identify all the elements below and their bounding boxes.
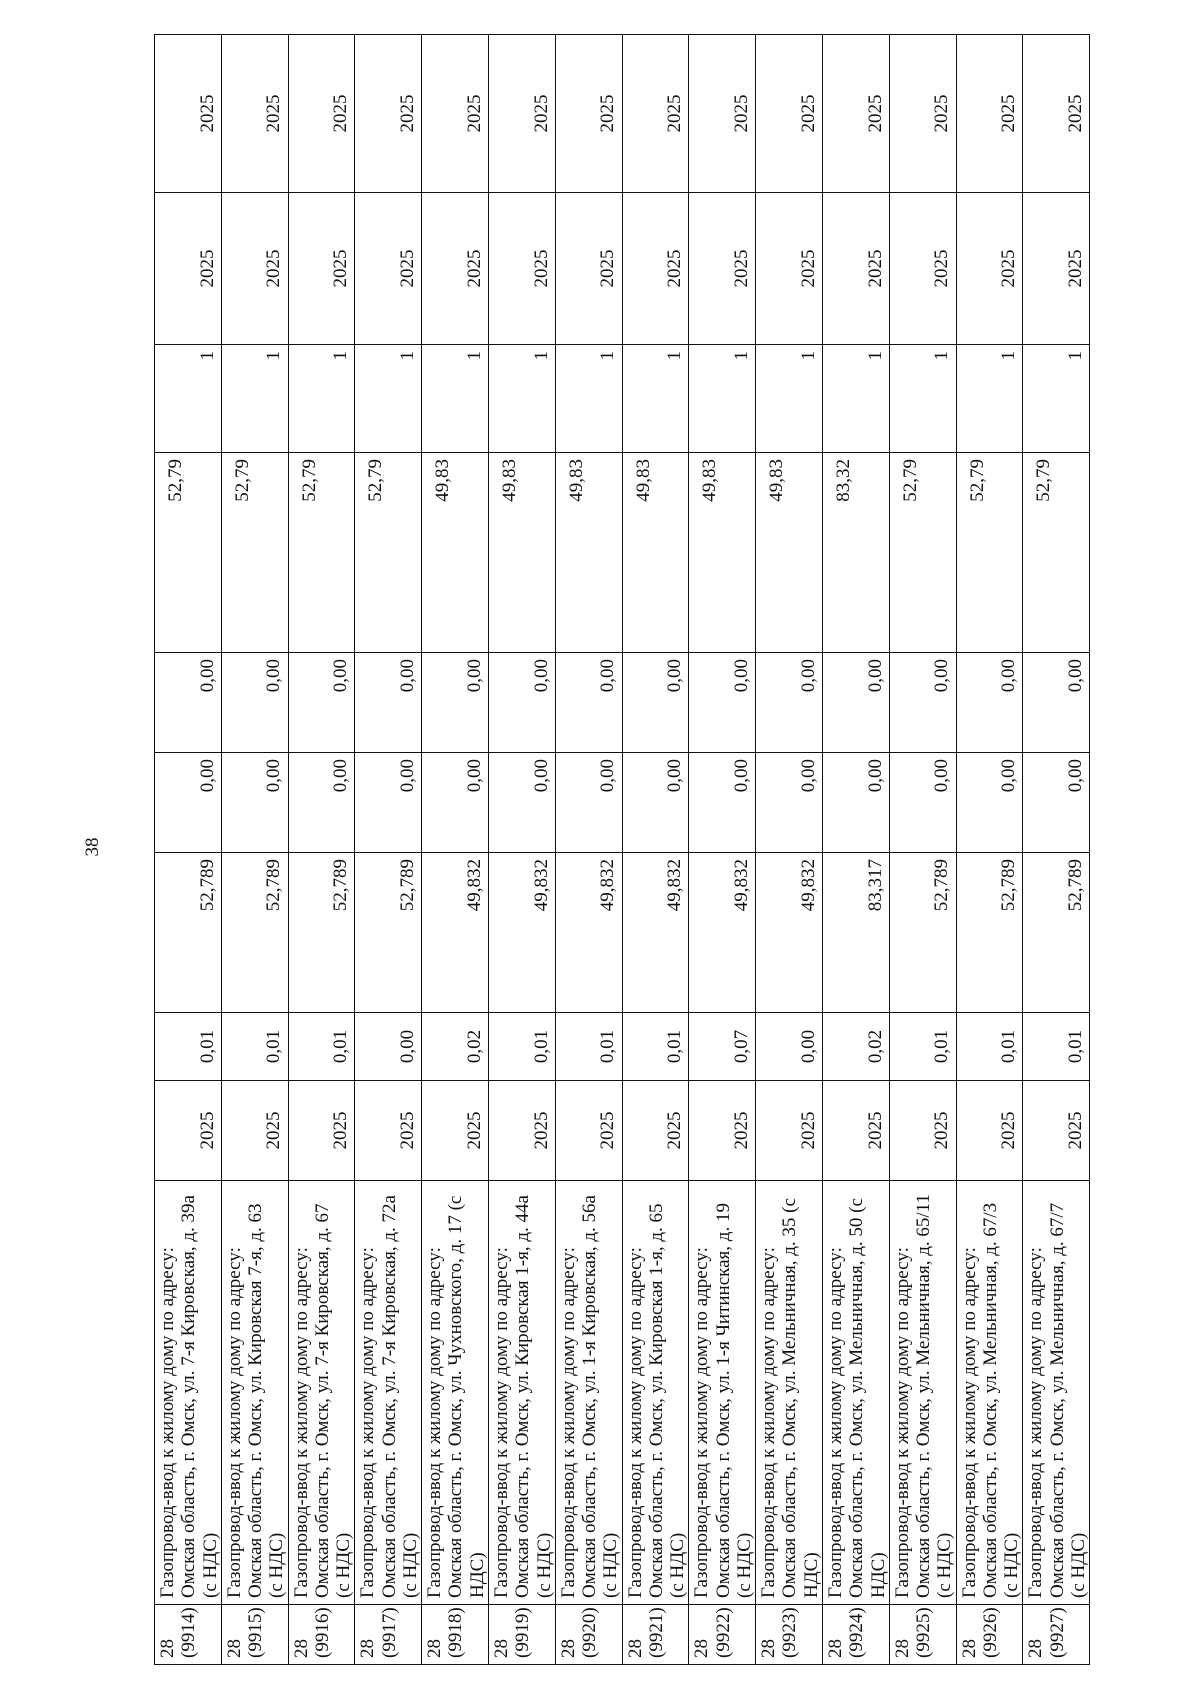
year-3: 2025 [756, 35, 823, 193]
value-2: 49,832 [622, 853, 689, 1013]
quantity: 1 [622, 345, 689, 453]
quantity: 1 [956, 345, 1023, 453]
value-2: 52,789 [155, 853, 222, 1013]
year-2: 2025 [689, 193, 756, 345]
object-name: Газопровод-ввод к жилому дому по адресу: Омская область, г. Омск, ул. 1-я Читинская, д. 19 (с НДС) [689, 1181, 756, 1605]
object-name: Газопровод-ввод к жилому дому по адресу: Омская область, г. Омск, ул. Чухновского, д. 17 (с НДС) [422, 1181, 489, 1605]
quantity: 1 [889, 345, 956, 453]
year-2: 2025 [488, 193, 555, 345]
row-id: 28 (9922) [689, 1605, 756, 1665]
value-4: 0,00 [689, 653, 756, 753]
value-3: 0,00 [221, 753, 288, 853]
value-3: 0,00 [422, 753, 489, 853]
quantity: 1 [822, 345, 889, 453]
year-2: 2025 [288, 193, 355, 345]
year-start: 2025 [889, 1081, 956, 1181]
year-start: 2025 [488, 1081, 555, 1181]
table-row [889, 35, 956, 1665]
object-name: Газопровод-ввод к жилому дому по адресу: Омская область, г. Омск, ул. Мельничная, д. 50 (с НДС) [822, 1181, 889, 1605]
value-4: 0,00 [488, 653, 555, 753]
data-table [154, 34, 1090, 1665]
object-name: Газопровод-ввод к жилому дому по адресу: Омская область, г. Омск, ул. 7-я Кировская, д. 72а (с НДС) [355, 1181, 422, 1605]
value-2: 52,789 [355, 853, 422, 1013]
page-number: 38 [82, 837, 103, 857]
table-row [488, 35, 555, 1665]
table-row [288, 35, 355, 1665]
year-2: 2025 [555, 193, 622, 345]
year-3: 2025 [288, 35, 355, 193]
row-id: 28 (9916) [288, 1605, 355, 1665]
year-3: 2025 [555, 35, 622, 193]
row-id: 28 (9919) [488, 1605, 555, 1665]
year-start: 2025 [555, 1081, 622, 1181]
year-start: 2025 [355, 1081, 422, 1181]
value-3: 0,00 [1023, 753, 1090, 853]
table-row [689, 35, 756, 1665]
value-2: 52,789 [288, 853, 355, 1013]
value-5: 52,79 [1023, 453, 1090, 653]
value-1: 0,01 [956, 1013, 1023, 1081]
quantity: 1 [555, 345, 622, 453]
quantity: 1 [1023, 345, 1090, 453]
object-name: Газопровод-ввод к жилому дому по адресу: Омская область, г. Омск, ул. 7-я Кировская, д. 67 (с НДС) [288, 1181, 355, 1605]
value-3: 0,00 [689, 753, 756, 853]
value-4: 0,00 [889, 653, 956, 753]
year-start: 2025 [622, 1081, 689, 1181]
object-name: Газопровод-ввод к жилому дому по адресу: Омская область, г. Омск, ул. Мельничная, д. 65/11 (с НДС) [889, 1181, 956, 1605]
year-start: 2025 [1023, 1081, 1090, 1181]
quantity: 1 [221, 345, 288, 453]
row-id: 28 (9921) [622, 1605, 689, 1665]
value-5: 52,79 [956, 453, 1023, 653]
value-5: 49,83 [622, 453, 689, 653]
value-3: 0,00 [889, 753, 956, 853]
year-3: 2025 [221, 35, 288, 193]
quantity: 1 [355, 345, 422, 453]
year-start: 2025 [756, 1081, 823, 1181]
object-name: Газопровод-ввод к жилому дому по адресу: Омская область, г. Омск, ул. Кировская 1-я, д. 65 (с НДС) [622, 1181, 689, 1605]
quantity: 1 [155, 345, 222, 453]
value-4: 0,00 [622, 653, 689, 753]
value-5: 49,83 [756, 453, 823, 653]
value-5: 52,79 [155, 453, 222, 653]
value-1: 0,00 [355, 1013, 422, 1081]
value-3: 0,00 [622, 753, 689, 853]
value-2: 49,832 [555, 853, 622, 1013]
table-row [155, 35, 222, 1665]
rotated-table-container [154, 35, 1089, 1665]
value-2: 52,789 [1023, 853, 1090, 1013]
year-3: 2025 [155, 35, 222, 193]
row-id: 28 (9915) [221, 1605, 288, 1665]
object-name: Газопровод-ввод к жилому дому по адресу: Омская область, г. Омск, ул. 7-я Кировская, д. 39а (с НДС) [155, 1181, 222, 1605]
value-5: 49,83 [488, 453, 555, 653]
year-2: 2025 [889, 193, 956, 345]
row-id: 28 (9917) [355, 1605, 422, 1665]
value-3: 0,00 [288, 753, 355, 853]
year-start: 2025 [155, 1081, 222, 1181]
value-2: 52,789 [889, 853, 956, 1013]
value-1: 0,00 [756, 1013, 823, 1081]
year-3: 2025 [822, 35, 889, 193]
value-5: 49,83 [555, 453, 622, 653]
value-5: 52,79 [355, 453, 422, 653]
value-3: 0,00 [488, 753, 555, 853]
value-1: 0,01 [555, 1013, 622, 1081]
year-3: 2025 [956, 35, 1023, 193]
year-2: 2025 [622, 193, 689, 345]
value-1: 0,01 [221, 1013, 288, 1081]
year-start: 2025 [422, 1081, 489, 1181]
value-4: 0,00 [756, 653, 823, 753]
year-3: 2025 [689, 35, 756, 193]
row-id: 28 (9924) [822, 1605, 889, 1665]
year-2: 2025 [822, 193, 889, 345]
value-4: 0,00 [956, 653, 1023, 753]
object-name: Газопровод-ввод к жилому дому по адресу: Омская область, г. Омск, ул. Мельничная, д. 67/3 (с НДС) [956, 1181, 1023, 1605]
value-1: 0,02 [822, 1013, 889, 1081]
value-2: 49,832 [689, 853, 756, 1013]
table-row [956, 35, 1023, 1665]
table-row [822, 35, 889, 1665]
object-name: Газопровод-ввод к жилому дому по адресу: Омская область, г. Омск, ул. Кировская 7-я, д. 63 (с НДС) [221, 1181, 288, 1605]
value-5: 52,79 [889, 453, 956, 653]
object-name: Газопровод-ввод к жилому дому по адресу: Омская область, г. Омск, ул. Мельничная, д. 35 (с НДС) [756, 1181, 823, 1605]
year-3: 2025 [889, 35, 956, 193]
quantity: 1 [488, 345, 555, 453]
year-3: 2025 [422, 35, 489, 193]
value-4: 0,00 [355, 653, 422, 753]
year-start: 2025 [956, 1081, 1023, 1181]
year-2: 2025 [355, 193, 422, 345]
value-1: 0,02 [422, 1013, 489, 1081]
year-2: 2025 [155, 193, 222, 345]
value-4: 0,00 [221, 653, 288, 753]
table-row [1023, 35, 1090, 1665]
value-4: 0,00 [422, 653, 489, 753]
table-body [155, 35, 1090, 1665]
quantity: 1 [422, 345, 489, 453]
year-start: 2025 [822, 1081, 889, 1181]
value-5: 83,32 [822, 453, 889, 653]
row-id: 28 (9914) [155, 1605, 222, 1665]
value-1: 0,01 [155, 1013, 222, 1081]
value-1: 0,01 [889, 1013, 956, 1081]
value-4: 0,00 [288, 653, 355, 753]
value-2: 49,832 [756, 853, 823, 1013]
object-name: Газопровод-ввод к жилому дому по адресу: Омская область, г. Омск, ул. 1-я Кировская, д. 56а (с НДС) [555, 1181, 622, 1605]
year-2: 2025 [221, 193, 288, 345]
value-4: 0,00 [555, 653, 622, 753]
value-3: 0,00 [355, 753, 422, 853]
table-row [756, 35, 823, 1665]
row-id: 28 (9920) [555, 1605, 622, 1665]
value-1: 0,01 [488, 1013, 555, 1081]
object-name: Газопровод-ввод к жилому дому по адресу: Омская область, г. Омск, ул. Кировская 1-я, д. 44а (с НДС) [488, 1181, 555, 1605]
quantity: 1 [756, 345, 823, 453]
value-3: 0,00 [555, 753, 622, 853]
table-row [221, 35, 288, 1665]
quantity: 1 [288, 345, 355, 453]
value-2: 83,317 [822, 853, 889, 1013]
year-3: 2025 [355, 35, 422, 193]
value-3: 0,00 [756, 753, 823, 853]
year-2: 2025 [756, 193, 823, 345]
table-row [355, 35, 422, 1665]
value-4: 0,00 [1023, 653, 1090, 753]
value-2: 52,789 [221, 853, 288, 1013]
row-id: 28 (9926) [956, 1605, 1023, 1665]
object-name: Газопровод-ввод к жилому дому по адресу: Омская область, г. Омск, ул. Мельничная, д. 67/7 (с НДС) [1023, 1181, 1090, 1605]
value-1: 0,01 [288, 1013, 355, 1081]
value-1: 0,01 [1023, 1013, 1090, 1081]
year-2: 2025 [1023, 193, 1090, 345]
row-id: 28 (9927) [1023, 1605, 1090, 1665]
value-4: 0,00 [822, 653, 889, 753]
year-start: 2025 [221, 1081, 288, 1181]
table-row [622, 35, 689, 1665]
value-3: 0,00 [155, 753, 222, 853]
row-id: 28 (9923) [756, 1605, 823, 1665]
value-2: 49,832 [488, 853, 555, 1013]
year-3: 2025 [488, 35, 555, 193]
value-5: 52,79 [221, 453, 288, 653]
year-3: 2025 [622, 35, 689, 193]
value-5: 49,83 [689, 453, 756, 653]
year-3: 2025 [1023, 35, 1090, 193]
value-5: 52,79 [288, 453, 355, 653]
year-2: 2025 [956, 193, 1023, 345]
value-2: 52,789 [956, 853, 1023, 1013]
value-5: 49,83 [422, 453, 489, 653]
value-3: 0,00 [822, 753, 889, 853]
value-1: 0,07 [689, 1013, 756, 1081]
year-start: 2025 [689, 1081, 756, 1181]
value-2: 49,832 [422, 853, 489, 1013]
value-4: 0,00 [155, 653, 222, 753]
year-2: 2025 [422, 193, 489, 345]
table-row [555, 35, 622, 1665]
row-id: 28 (9918) [422, 1605, 489, 1665]
value-1: 0,01 [622, 1013, 689, 1081]
row-id: 28 (9925) [889, 1605, 956, 1665]
quantity: 1 [689, 345, 756, 453]
value-3: 0,00 [956, 753, 1023, 853]
table-row [422, 35, 489, 1665]
year-start: 2025 [288, 1081, 355, 1181]
